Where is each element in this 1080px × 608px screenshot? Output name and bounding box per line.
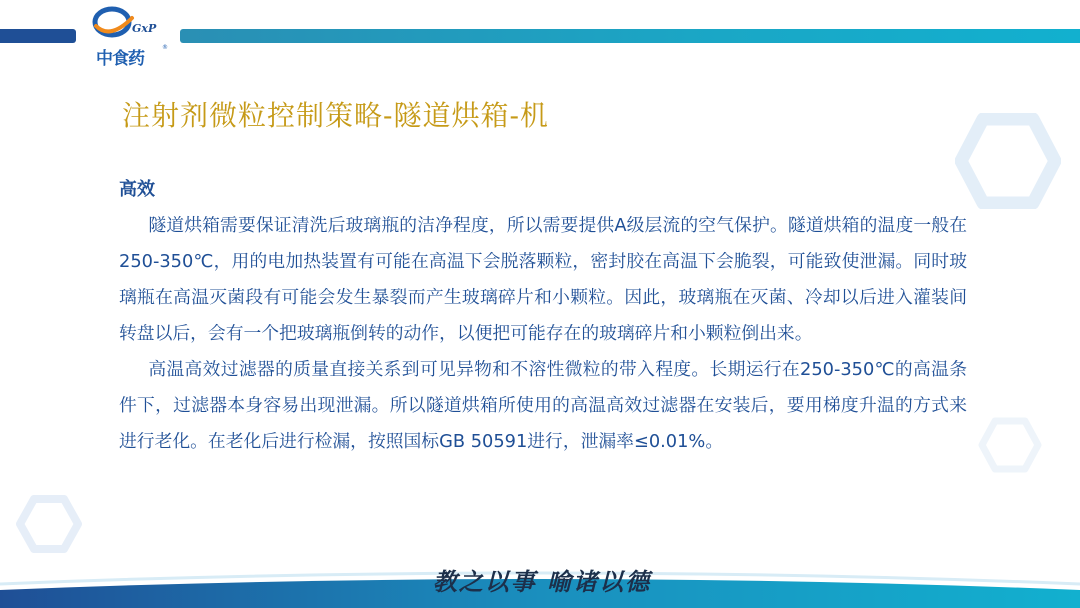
company-logo — [92, 4, 172, 68]
logo-swirl-icon — [92, 4, 136, 40]
hexagon-decoration-small-icon — [978, 416, 1042, 474]
logo-brand-text: 中食药 — [96, 49, 144, 69]
section-heading: 高效 — [119, 179, 155, 200]
logo-registered-mark: ® — [162, 44, 168, 51]
slide-body — [119, 172, 967, 460]
header-bar-right — [180, 29, 1080, 43]
body-paragraph-1: 隧道烘箱需要保证清洗后玻璃瓶的洁净程度，所以需要提供A级层流的空气保护。隧道烘箱的温度一般在250-350℃，用的电加热装置有可能在高温下会脱落颗粒，密封胶在高温下会脆裂，可能致使泄漏。同时玻璃瓶在高温灭菌段有可能会发生暴裂而产生玻璃碎片和小颗粒。因此，玻璃瓶在灭菌、冷却以后进入灌装间转盘以后，会有一个把玻璃瓶倒转的动作，以便把可能存在的玻璃碎片和小颗粒倒出来。 — [119, 215, 967, 344]
slide-title: 注射剂微粒控制策略-隧道烘箱-机 — [122, 99, 549, 132]
logo-gxp-text: GxP — [132, 22, 157, 35]
header-bar-left — [0, 29, 76, 43]
body-paragraph-2: 高温高效过滤器的质量直接关系到可见异物和不溶性微粒的带入程度。长期运行在250-350℃的高温条件下，过滤器本身容易出现泄漏。所以隧道烘箱所使用的高温高效过滤器在安装后，要用梯度升温的方式来进行老化。在老化后进行检漏，按照国标GB 50591进行，泄漏率≤0.01%。 — [119, 359, 967, 452]
footer-motto: 教之以事 喻诸以德 — [432, 567, 652, 596]
hexagon-decoration-left-icon — [16, 494, 82, 554]
hexagon-decoration-icon — [955, 113, 1061, 209]
